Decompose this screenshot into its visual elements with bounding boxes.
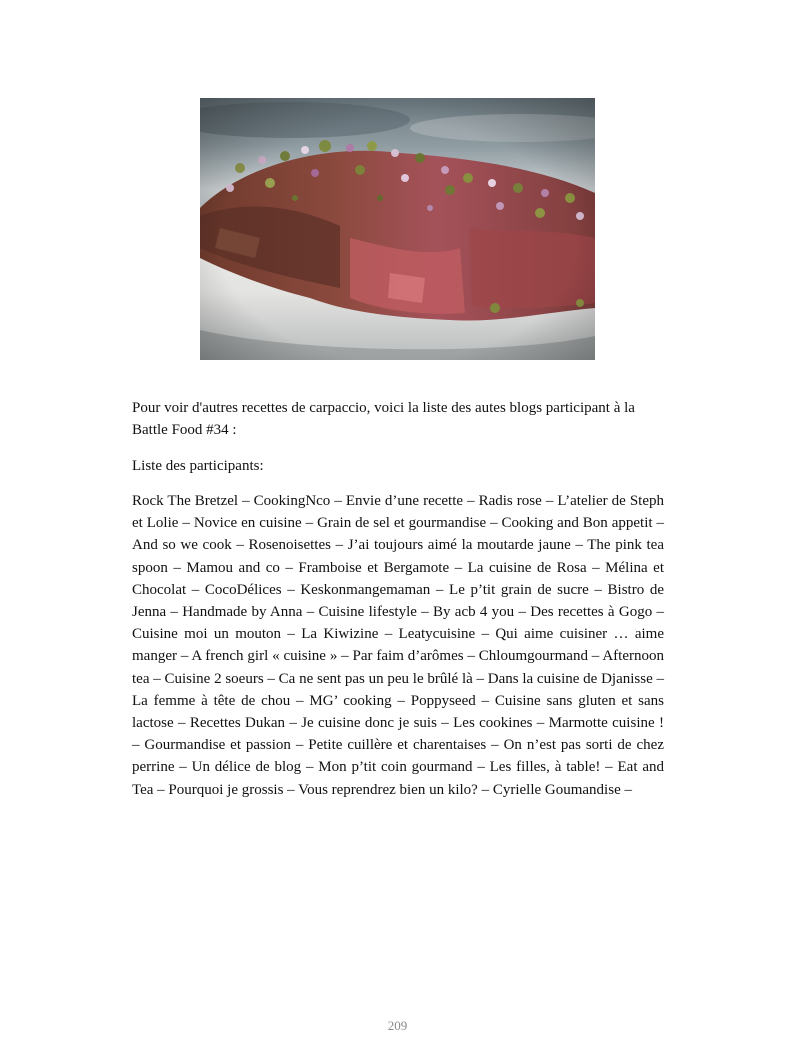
- page-number: 209: [387, 1018, 408, 1033]
- intro-paragraph: Pour voir d'autres recettes de carpaccio, voici la liste des autes blogs participant à la Battle Food #34 :: [132, 400, 635, 439]
- carpaccio-photo: [200, 98, 595, 360]
- participants-list: Rock The Bretzel – CookingNco – Envie d’une recette – Radis rose – L’atelier de Steph et Lolie – Novice en cuisine – Grain de sel et gourmandise – Cooking and Bon appetit – And so we cook – Rosenoisettes – J’ai toujours aimé la moutarde jaune – The pink tea spoon – Mamou and co – Framboise et Bergamote – La cuisine de Rosa – Mélina et Chocolat – CocoDélices – Keskonmangemaman – Le p’tit grain de sucre – Bistro de Jenna – Handmade by Anna – Cuisine lifestyle – By acb 4 you – Des recettes à Gogo – Cuisine moi un mouton – La Kiwizine – Leatycuisine – Qui aime cuisiner … aime manger – A french girl « cuisine » – Par faim d’arômes – Chloumgourmand – Afternoon tea – Cuisine 2 soeurs – Ca ne sent pas un peu le brûlé là – Dans la cuisine de Djanisse – La femme à tête de chou – MG’ cooking – Poppyseed – Cuisine sans gluten et sans lactose – Recettes Dukan – Je cuisine donc je suis – Les cookines – Marmotte cuisine ! – Gourmandise et passion – Petite cuillère et charentaises – On n’est pas sorti de chez perrine – Un délice de blog – Mon p’tit coin gourmand – Les filles, à table! – Eat and Tea – Pourquoi je grossis – Vous reprendrez bien un kilo? – Cyrielle Goumandise –: [132, 493, 664, 798]
- participants-heading: Liste des participants:: [132, 458, 264, 474]
